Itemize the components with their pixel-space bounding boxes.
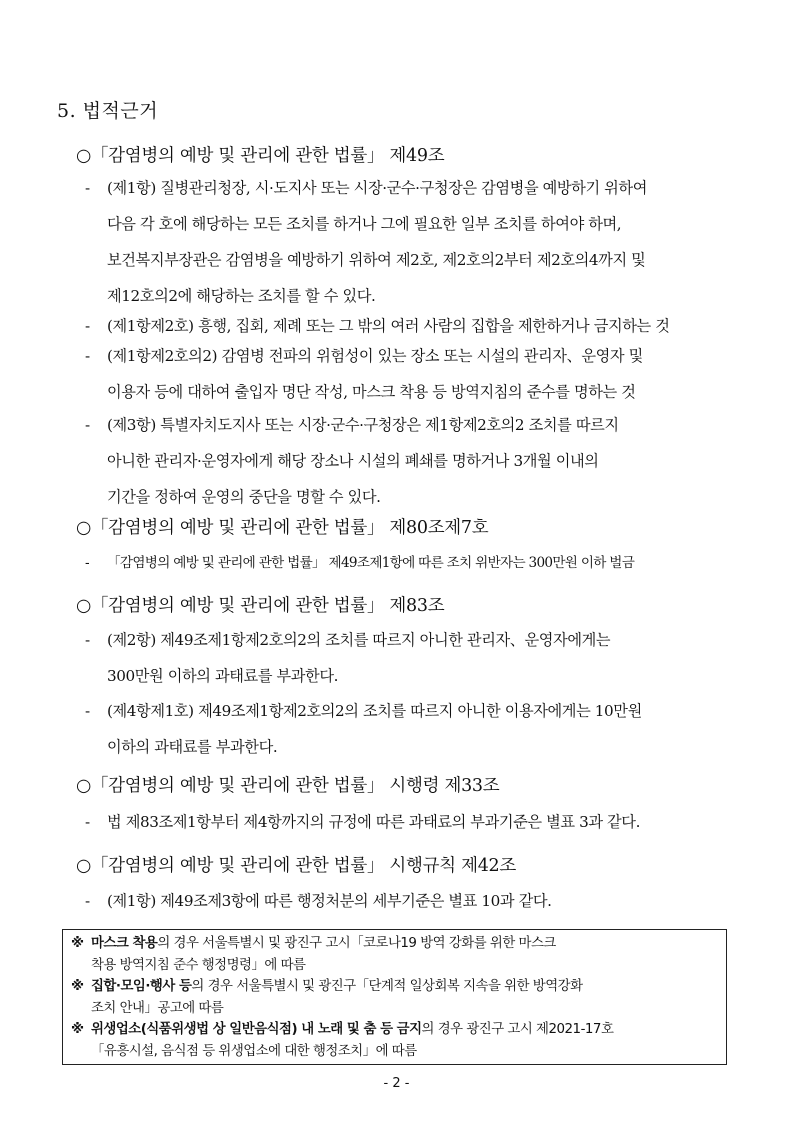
provision-49-3 <box>85 407 745 515</box>
page-number: - 2 - <box>383 1076 410 1091</box>
dash-marker: - <box>85 813 90 831</box>
section-heading: 5. 법적근거 <box>57 100 159 122</box>
provision-text: 300만원 이하의 과태료를 부과한다. <box>107 667 339 685</box>
provision-text: 법 제83조제1항부터 제4항까지의 규정에 따른 과태료의 부과기준은 별표 3과 같다. <box>107 813 640 831</box>
provision-text: 아니한 관리자·운영자에게 해당 장소나 시설의 폐쇄를 명하거나 3개월 이내의 <box>107 452 599 470</box>
reference-mark: ※ <box>71 1022 84 1037</box>
note-text: 조치 안내」공고에 따름 <box>91 1000 224 1016</box>
dash-marker: - <box>85 179 90 197</box>
note-text: 「유흥시설, 음식점 등 위생업소에 대한 행정조치」에 따름 <box>91 1043 417 1059</box>
reference-mark: ※ <box>71 979 84 994</box>
dash-marker: - <box>85 317 90 335</box>
provision-text: 기간을 정하여 운영의 중단을 명할 수 있다. <box>107 488 381 506</box>
provision-text: 이용자 등에 대하여 출입자 명단 작성, 마스크 착용 등 방역지침의 준수를 명하는 것 <box>107 383 636 401</box>
law-title-80: ○「감염병의 예방 및 관리에 관한 법률」 제80조제7호 <box>76 518 489 538</box>
notes-box <box>62 929 727 1065</box>
provision-text: 제12호의2에 해당하는 조치를 할 수 있다. <box>107 287 376 305</box>
dash-marker: - <box>85 555 89 571</box>
provision-text: (제4항제1호) 제49조제1항제2호의2의 조치를 따르지 아니한 이용자에게는 10만원 <box>107 702 642 720</box>
dash-marker: - <box>85 631 90 649</box>
provision-text: (제3항) 특별자치도지사 또는 시장·군수·구청장은 제1항제2호의2 조치를 따르지 <box>107 416 619 434</box>
note-emphasis: 위생업소(식품위생법 상 일반음식점) 내 노래 및 춤 등 금지 <box>91 1022 422 1037</box>
provision-49-1 <box>85 170 745 314</box>
provision-text: 보건복지부장관은 감염병을 예방하기 위하여 제2호, 제2호의2부터 제2호의4까지 및 <box>107 251 646 269</box>
dash-marker: - <box>85 416 90 434</box>
provision-text: (제2항) 제49조제1항제2호의2의 조치를 따르지 아니한 관리자、운영자에게는 <box>107 631 611 649</box>
reference-mark: ※ <box>71 936 84 951</box>
provision-text: 이하의 과태료를 부과한다. <box>107 738 278 756</box>
provision-83-4-1 <box>85 693 745 765</box>
dash-marker: - <box>85 892 90 910</box>
provision-text: (제1항) 질병관리청장, 시·도지사 또는 시장·군수·구청장은 감염병을 예방하기 위하여 <box>107 179 647 197</box>
dash-marker: - <box>85 347 90 365</box>
provision-text: (제1항제2호) 흥행, 집회, 제례 또는 그 밖의 여러 사람의 집합을 제한하거나 금지하는 것 <box>107 317 670 335</box>
provision-rule-42 <box>85 883 745 919</box>
law-title-decree-33: ○「감염병의 예방 및 관리에 관한 법률」 시행령 제33조 <box>76 776 500 796</box>
note-mask <box>71 933 718 976</box>
law-title-rule-42: ○「감염병의 예방 및 관리에 관한 법률」 시행규칙 제42조 <box>76 856 516 876</box>
dash-marker: - <box>85 702 90 720</box>
note-gathering <box>71 976 718 1019</box>
note-text: 의 경우 서울특별시 및 광진구 고시「코로나19 방역 강화를 위한 마스크 <box>157 936 556 951</box>
note-text: 착용 방역지침 준수 행정명령」에 따름 <box>91 957 306 973</box>
provision-decree-33 <box>85 804 745 840</box>
provision-text: (제1항제2호의2) 감염병 전파의 위험성이 있는 장소 또는 시설의 관리자、운영자 및 <box>107 347 643 365</box>
note-restaurant <box>71 1019 718 1062</box>
note-text: 의 경우 서울특별시 및 광진구「단계적 일상회복 지속을 위한 방역강화 <box>191 979 583 994</box>
law-title-83: ○「감염병의 예방 및 관리에 관한 법률」 제83조 <box>76 596 445 616</box>
note-emphasis: 마스크 착용 <box>91 936 158 951</box>
provision-49-1-2-2 <box>85 338 745 410</box>
provision-80-7 <box>85 545 745 581</box>
provision-text: 「감염병의 예방 및 관리에 관한 법률」 제49조제1항에 따른 조치 위반자는 300만원 이하 벌금 <box>107 555 635 571</box>
note-text: 의 경우 광진구 고시 제2021-17호 <box>421 1022 614 1037</box>
provision-83-2 <box>85 622 745 694</box>
note-emphasis: 집합·모임·행사 등 <box>91 979 192 994</box>
provision-text: 다음 각 호에 해당하는 모든 조치를 하거나 그에 필요한 일부 조치를 하여야 하며, <box>107 215 622 233</box>
provision-text: (제1항) 제49조제3항에 따른 행정처분의 세부기준은 별표 10과 같다. <box>107 892 552 910</box>
law-title-49: ○「감염병의 예방 및 관리에 관한 법률」 제49조 <box>76 146 445 166</box>
